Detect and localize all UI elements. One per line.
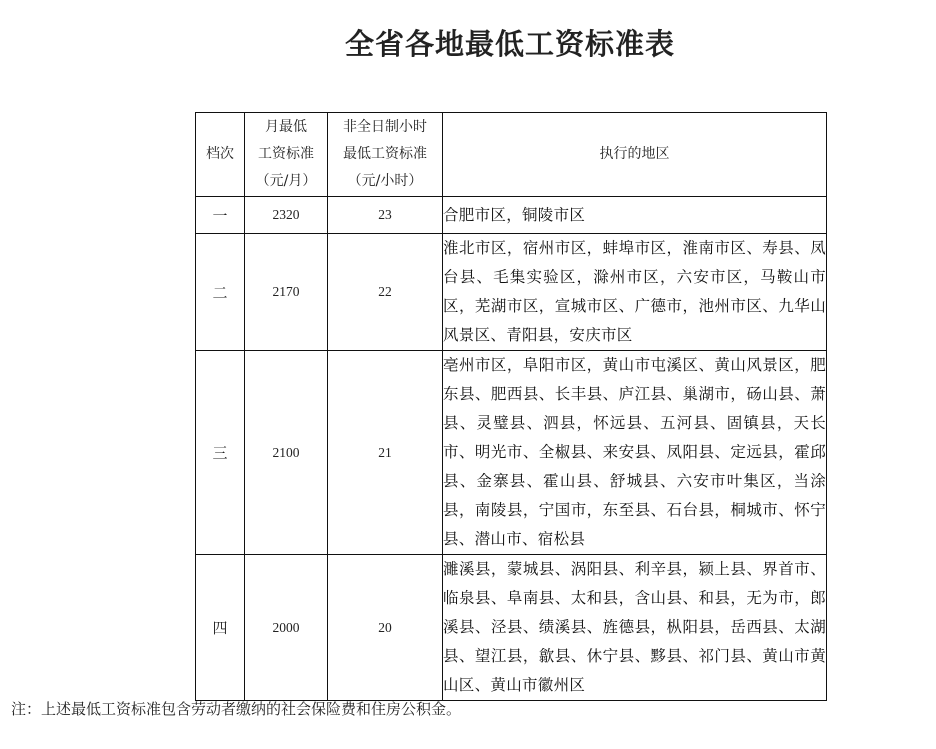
row-hourly-wage: 22 bbox=[328, 234, 443, 351]
row-hourly-wage: 20 bbox=[328, 555, 443, 701]
row-monthly-wage: 2100 bbox=[245, 351, 328, 555]
table-row bbox=[196, 234, 827, 351]
page-title: 全省各地最低工资标准表 bbox=[344, 27, 675, 61]
row-level: 一 bbox=[196, 197, 245, 234]
header-hourly-line3: （元/小时） bbox=[347, 173, 423, 189]
header-monthly bbox=[245, 113, 328, 197]
row-level: 四 bbox=[196, 555, 245, 701]
table-row bbox=[196, 555, 827, 701]
wage-table bbox=[195, 112, 827, 701]
header-hourly-line2: 最低工资标准 bbox=[343, 146, 427, 162]
header-regions: 执行的地区 bbox=[443, 113, 827, 197]
header-level: 档次 bbox=[196, 113, 245, 197]
row-regions: 亳州市区，阜阳市区，黄山市屯溪区、黄山风景区，肥东县、肥西县、长丰县、庐江县、巢湖市，砀山县、萧县、灵璧县、泗县，怀远县、五河县、固镇县，天长市、明光市、全椒县、来安县、凤阳县、定远县，霍邱县、金寨县、霍山县、舒城县、六安市叶集区，当涂县，南陵县，宁国市，东至县、石台县，桐城市、怀宁县、潜山市、宿松县 bbox=[443, 351, 827, 555]
table-row bbox=[196, 197, 827, 234]
header-hourly-line1: 非全日制小时 bbox=[343, 119, 427, 135]
footnote: 注：上述最低工资标准包含劳动者缴纳的社会保险费和住房公积金。 bbox=[11, 700, 462, 718]
row-regions: 淮北市区，宿州市区，蚌埠市区，淮南市区、寿县、凤台县、毛集实验区，滁州市区，六安市区，马鞍山市区，芜湖市区，宣城市区、广德市，池州市区、九华山风景区、青阳县，安庆市区 bbox=[443, 234, 827, 351]
row-hourly-wage: 23 bbox=[328, 197, 443, 234]
row-regions: 濉溪县，蒙城县、涡阳县、利辛县，颍上县、界首市、临泉县、阜南县、太和县，含山县、和县，无为市，郎溪县、泾县、绩溪县、旌德县，枞阳县，岳西县、太湖县、望江县，歙县、休宁县、黟县、祁门县、黄山市黄山区、黄山市徽州区 bbox=[443, 555, 827, 701]
row-monthly-wage: 2170 bbox=[245, 234, 328, 351]
header-monthly-line3: （元/月） bbox=[255, 173, 317, 189]
row-level: 二 bbox=[196, 234, 245, 351]
row-hourly-wage: 21 bbox=[328, 351, 443, 555]
table-row bbox=[196, 351, 827, 555]
header-hourly bbox=[328, 113, 443, 197]
row-monthly-wage: 2000 bbox=[245, 555, 328, 701]
row-monthly-wage: 2320 bbox=[245, 197, 328, 234]
header-monthly-line1: 月最低 bbox=[265, 119, 307, 135]
row-level: 三 bbox=[196, 351, 245, 555]
table-header-row bbox=[196, 113, 827, 197]
row-regions: 合肥市区，铜陵市区 bbox=[443, 197, 827, 234]
header-monthly-line2: 工资标准 bbox=[258, 146, 314, 162]
